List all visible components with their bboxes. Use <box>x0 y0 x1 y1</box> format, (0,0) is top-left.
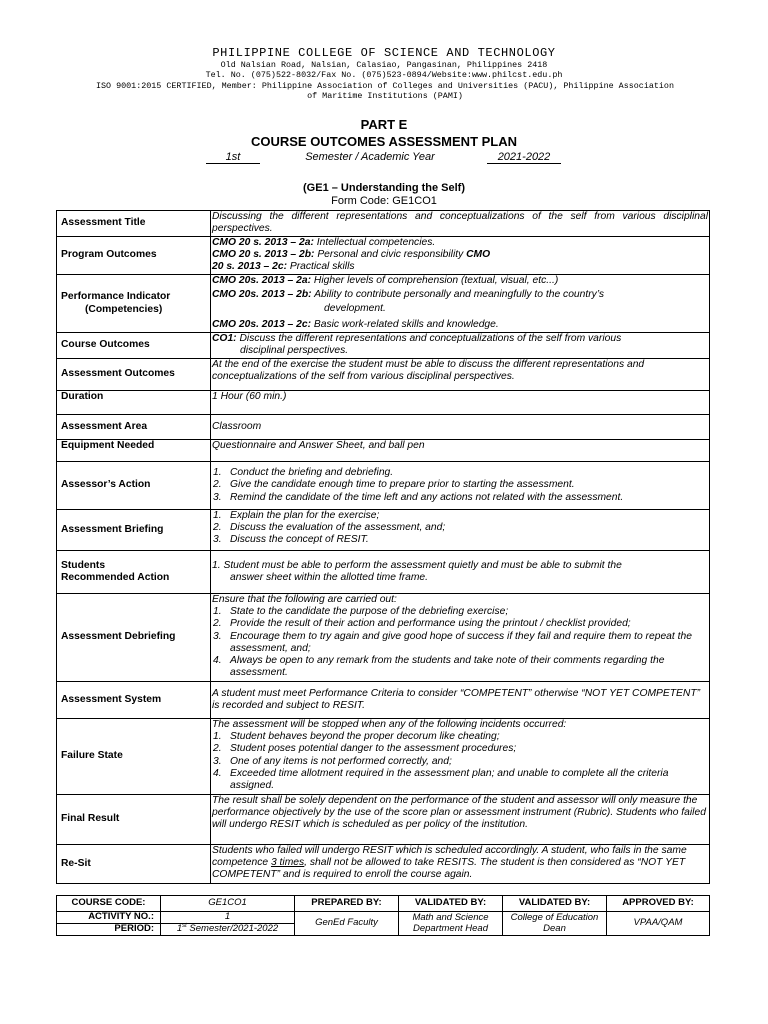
row-final-result <box>57 795 710 845</box>
row-assessment-area <box>57 415 710 440</box>
semester-label: Semester / Academic Year <box>305 151 435 163</box>
approved-by-label: APPROVED BY: <box>607 896 710 912</box>
prepared-by-label: PREPARED BY: <box>295 896 399 912</box>
value-students-action <box>211 551 710 594</box>
label-performance-indicator-line2: (Competencies) <box>85 303 163 315</box>
list-item: 4. Always be open to any remark from the students and take note of their comments regarding the assessment. <box>213 655 665 679</box>
row-equipment-needed <box>57 440 710 462</box>
value-assessment-system: A student must meet Performance Criteria to consider “COMPETENT” otherwise “NOT YET COMPETENT” is recorded and subject to RESIT. <box>211 682 710 719</box>
value-assessment-title: Discussing the different representations and conceptualizations of the self from various disciplinal perspectives. <box>211 211 710 237</box>
list-item: 3. Remind the candidate of the time left and any actions not related with the assessment. <box>213 491 624 503</box>
po-text-2a: Intellectual competencies. <box>313 237 436 248</box>
school-name: PHILIPPINE COLLEGE OF SCIENCE AND TECHNOLOGY <box>212 46 556 60</box>
list-item: 4. Exceeded time allotment required in the assessment plan; and unable to complete all the criteria assigned. <box>213 767 669 792</box>
po-code-2c: 20 s. 2013 – 2c: <box>212 261 287 273</box>
pi-text-2c: Basic work-related skills and knowledge. <box>311 318 499 330</box>
label-assessor-action: Assessor’s Action <box>57 462 211 510</box>
value-assessment-debriefing <box>211 594 710 682</box>
academic-year-value: 2021-2022 <box>487 151 561 164</box>
list-item: 1. State to the candidate the purpose of the debriefing exercise; <box>213 606 509 618</box>
course-title: (GE1 – Understanding the Self) <box>303 182 465 194</box>
value-program-outcomes <box>211 237 710 275</box>
row-assessment-title <box>57 211 710 237</box>
pi-code-2c: CMO 20s. 2013 – 2c: <box>212 318 312 330</box>
list-item: 3. Encourage them to try again and give good hope of success if they fail and require them to repeat the assessment, and; <box>213 630 692 654</box>
list-item: 2. Student poses potential danger to the assessment procedures; <box>213 743 517 755</box>
label-final-result: Final Result <box>57 795 211 845</box>
label-failure-state: Failure State <box>57 719 211 795</box>
label-program-outcomes: Program Outcomes <box>57 237 211 275</box>
students-action-text: 1. Student must be able to perform the assessment quietly and must be able to submit the <box>212 559 622 571</box>
po-code-2b: CMO 20 s. 2013 – 2b: <box>212 249 315 261</box>
po-code-2a: CMO 20 s. 2013 – 2a: <box>212 237 314 248</box>
po-text-2c: Practical skills <box>287 261 355 273</box>
value-resit <box>211 845 710 884</box>
label-resit: Re-Sit <box>57 845 211 884</box>
activity-value: 1 <box>161 912 295 924</box>
label-performance-indicator-line1: Performance Indicator <box>61 291 171 303</box>
label-assessment-area: Assessment Area <box>57 415 211 440</box>
approval-table <box>56 895 710 936</box>
value-assessor-action <box>211 462 710 510</box>
assessment-plan-table <box>56 210 710 884</box>
row-assessment-outcomes <box>57 359 710 391</box>
failure-intro: The assessment will be stopped when any of the following incidents occurred: <box>212 719 567 730</box>
form-code: Form Code: GE1CO1 <box>331 195 437 207</box>
certification-line: ISO 9001:2015 CERTIFIED, Member: Philippine Association of Colleges and Universities (PACU), Philippine Association of Maritime Institutions (PAMI) <box>96 81 674 101</box>
label-course-outcomes: Course Outcomes <box>57 333 211 359</box>
debriefing-intro: Ensure that the following are carried out: <box>212 594 397 605</box>
label-assessment-outcomes: Assessment Outcomes <box>57 359 211 391</box>
po-text-2b: Personal and civic responsibility <box>314 249 467 261</box>
label-assessment-debriefing: Assessment Debriefing <box>57 594 211 682</box>
part-title: PART E <box>360 117 408 132</box>
value-assessment-outcomes: At the end of the exercise the student must be able to discuss the different representations and conceptualizations of the self from various disciplinal perspectives. <box>211 359 710 391</box>
validated-by-value-1: Math and Science Department Head <box>399 912 503 936</box>
list-item: 2. Give the candidate enough time to prepare prior to starting the assessment. <box>213 479 575 491</box>
resit-text-2: , shall not be allowed to take RESITS. The student is then considered as “NOT YET COMPETENT” and is required to enroll the course again. <box>212 857 686 881</box>
course-code-label: COURSE CODE: <box>57 896 161 912</box>
pi-text-2b-cont: development. <box>324 303 386 315</box>
period-label: PERIOD: <box>57 924 161 936</box>
value-assessment-area: Classroom <box>211 415 710 440</box>
period-value: 1st Semester/2021-2022 <box>161 924 295 936</box>
value-failure-state <box>211 719 710 795</box>
course-code-value: GE1CO1 <box>161 896 295 912</box>
semester-value: 1st <box>206 151 260 164</box>
list-item: 1. Student behaves beyond the proper decorum like cheating; <box>213 731 500 743</box>
pi-text-2b: Ability to contribute personally and meaningfully to the country’s <box>311 289 605 301</box>
label-assessment-briefing: Assessment Briefing <box>57 510 211 551</box>
list-item: 2. Discuss the evaluation of the assessment, and; <box>213 522 446 534</box>
row-course-outcomes <box>57 333 710 359</box>
label-assessment-system: Assessment System <box>57 682 211 719</box>
plan-title: COURSE OUTCOMES ASSESSMENT PLAN <box>250 134 518 149</box>
pi-code-2b: CMO 20s. 2013 – 2b: <box>212 289 312 301</box>
row-assessment-system <box>57 682 710 719</box>
list-item: 1. Conduct the briefing and debriefing. <box>213 467 394 479</box>
row-students-action <box>57 551 710 594</box>
value-performance-indicator <box>211 275 710 333</box>
address-line: Old Nalsian Road, Nalsian, Calasiao, Pangasinan, Philippines 2418 <box>220 60 548 70</box>
label-students-action-line2: Recommended Action <box>61 572 170 583</box>
value-duration: 1 Hour (60 min.) <box>211 391 710 415</box>
label-students-action <box>57 551 211 594</box>
row-assessment-debriefing <box>57 594 710 682</box>
footer-header-row <box>57 896 710 912</box>
activity-label: ACTIVITY NO.: <box>57 912 161 924</box>
co-code: CO1: <box>212 333 237 344</box>
po-code-2c-start: CMO <box>466 249 491 261</box>
approved-by-value: VPAA/QAM <box>607 912 710 936</box>
co-text-cont: disciplinal perspectives. <box>240 345 349 357</box>
contact-line: Tel. No. (075)522-8032/Fax No. (075)523-0894/Website:www.philcst.edu.ph <box>205 70 563 80</box>
resit-times: 3 times <box>270 857 305 869</box>
row-assessor-action <box>57 462 710 510</box>
validated-by-value-2: College of Education Dean <box>503 912 607 936</box>
value-equipment-needed: Questionnaire and Answer Sheet, and ball pen <box>211 440 710 462</box>
validated-by-label-2: VALIDATED BY: <box>503 896 607 912</box>
value-course-outcomes <box>211 333 710 359</box>
students-action-text-cont: answer sheet within the allotted time frame. <box>230 572 429 583</box>
label-equipment-needed: Equipment Needed <box>57 440 211 462</box>
label-performance-indicator <box>57 275 211 333</box>
row-duration <box>57 391 710 415</box>
list-item: 3. Discuss the concept of RESIT. <box>213 534 369 546</box>
row-program-outcomes <box>57 237 710 275</box>
label-duration: Duration <box>57 391 211 415</box>
list-item: 2. Provide the result of their action and performance using the printout / checklist provided; <box>213 618 631 630</box>
co-text: Discuss the different representations and conceptualizations of the self from various <box>236 333 622 344</box>
footer-activity-row <box>57 912 710 924</box>
list-item: 3. One of any items is not performed correctly, and; <box>213 755 452 767</box>
list-item: 1. Explain the plan for the exercise; <box>213 510 380 521</box>
value-final-result: The result shall be solely dependent on the performance of the student and assessor will only measure the performance objectively by the use of the score plan or assessment instrument (Rubric). Students who failed will undergo RESIT which is scheduled as per policy of the institution. <box>211 795 710 845</box>
value-assessment-briefing <box>211 510 710 551</box>
label-students-action-line1: Students <box>61 559 106 571</box>
validated-by-label-1: VALIDATED BY: <box>399 896 503 912</box>
row-failure-state <box>57 719 710 795</box>
resit-text-1: Students who failed will undergo RESIT which is scheduled accordingly. A student, who fails in the same competence <box>212 845 687 869</box>
label-assessment-title: Assessment Title <box>57 211 211 237</box>
prepared-by-value: GenEd Faculty <box>295 912 399 936</box>
row-assessment-briefing <box>57 510 710 551</box>
row-resit <box>57 845 710 884</box>
row-performance-indicator <box>57 275 710 333</box>
pi-text-2a: Higher levels of comprehension (textual, visual, etc...) <box>311 275 559 286</box>
pi-code-2a: CMO 20s. 2013 – 2a: <box>212 275 312 286</box>
